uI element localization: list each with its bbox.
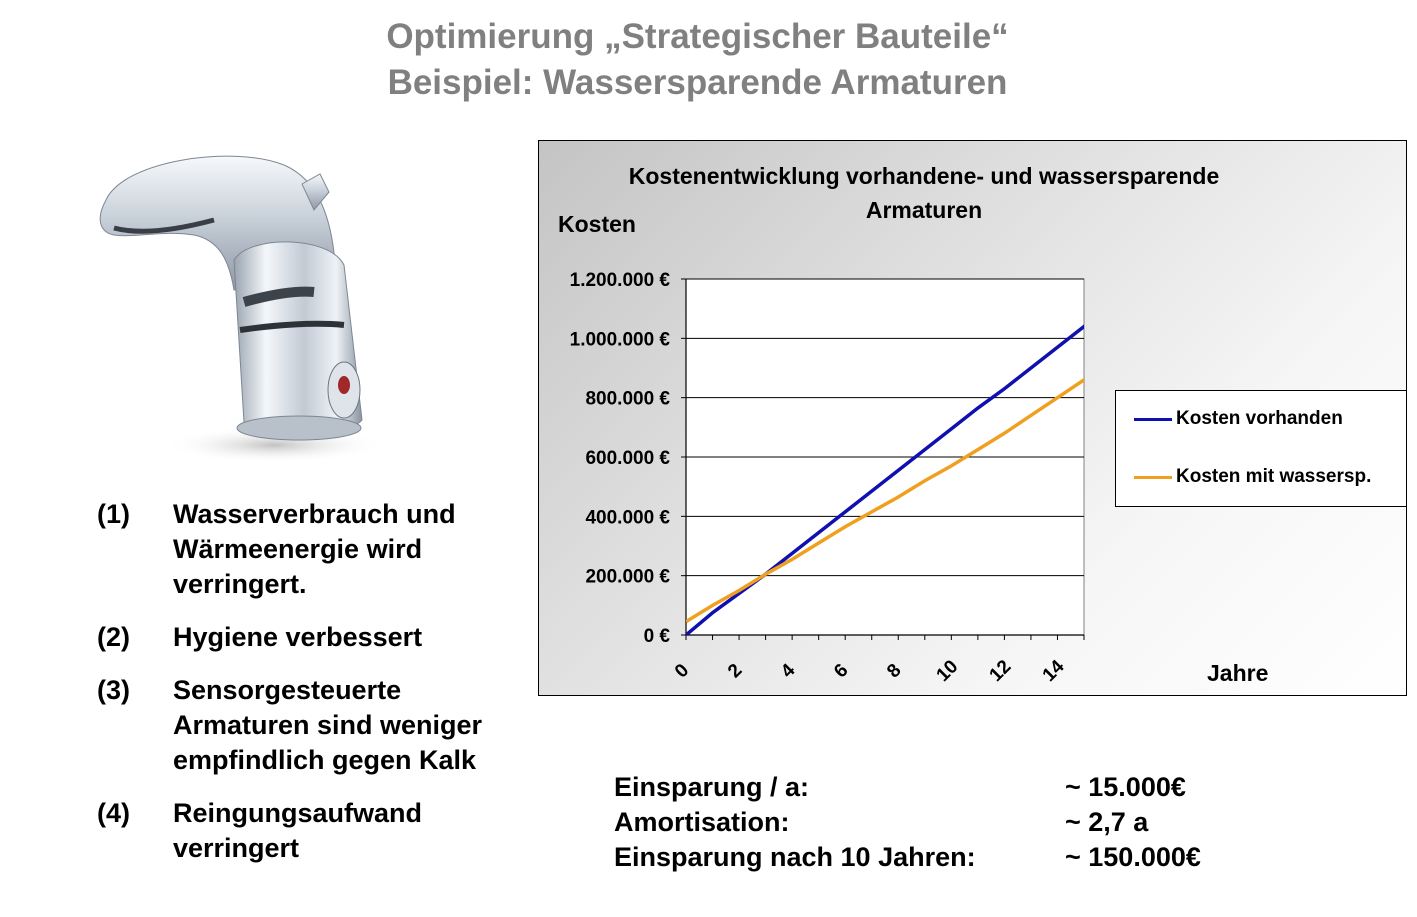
list-item-text: Wasserverbrauch und Wärmeenergie wird verringert. — [173, 499, 456, 599]
list-item-number: (3) — [97, 675, 130, 705]
chart-title: Kostenentwicklung vorhandene- und wassersparende Armaturen — [628, 163, 1220, 223]
summary-value: ~ 2,7 a — [1065, 807, 1149, 837]
list-item-number: (2) — [97, 622, 130, 652]
list-item — [97, 620, 517, 655]
legend-swatch — [1134, 418, 1172, 421]
summary-label: Einsparung / a: — [614, 772, 810, 802]
title-line-2: Beispiel: Wassersparende Armaturen — [387, 63, 1008, 102]
summary-row — [614, 805, 1234, 840]
chart-legend — [1115, 390, 1407, 507]
list-item — [97, 796, 517, 866]
x-tick-label: 6 — [830, 659, 853, 683]
summary-row — [614, 840, 1234, 875]
list-item — [97, 673, 517, 778]
x-tick-label: 10 — [932, 656, 963, 687]
summary-label: Amortisation: — [614, 807, 790, 837]
x-tick-label: 8 — [883, 659, 906, 683]
y-tick-label: 1.000.000 € — [569, 329, 670, 351]
benefits-list — [97, 497, 517, 884]
list-item — [97, 497, 517, 602]
list-item-number: (1) — [97, 499, 130, 529]
x-tick-label: 2 — [724, 659, 747, 683]
legend-label: Kosten mit wassersp. — [1176, 466, 1372, 487]
cost-chart — [538, 140, 1407, 696]
summary-label: Einsparung nach 10 Jahren: — [614, 842, 976, 872]
x-tick-label: 12 — [985, 656, 1016, 687]
y-tick-label: 400.000 € — [585, 507, 670, 529]
x-tick-label: 4 — [777, 659, 800, 683]
chart-y-axis-label: Kosten — [558, 211, 636, 237]
legend-label: Kosten vorhanden — [1176, 408, 1343, 429]
y-tick-label: 600.000 € — [585, 448, 670, 469]
x-tick-label: 0 — [670, 659, 694, 683]
list-item-text: Reingungsaufwand verringert — [173, 798, 422, 863]
summary-value: ~ 15.000€ — [1065, 772, 1186, 802]
faucet-image — [44, 140, 404, 470]
legend-item — [1134, 407, 1343, 431]
title-line-1: Optimierung „Strategischer Bauteile“ — [386, 17, 1009, 56]
list-item-number: (4) — [97, 798, 130, 828]
page-title — [0, 14, 1395, 106]
y-tick-label: 0 € — [643, 626, 670, 647]
list-item-text: Hygiene verbessert — [173, 622, 423, 652]
legend-item — [1134, 465, 1371, 489]
y-tick-label: 200.000 € — [585, 566, 670, 588]
list-item-text: Sensorgesteuerte Armaturen sind weniger empfindlich gegen Kalk — [173, 675, 483, 775]
y-tick-label: 1.200.000 € — [569, 270, 670, 291]
legend-swatch — [1134, 476, 1172, 479]
summary-value: ~ 150.000€ — [1065, 842, 1201, 872]
y-tick-label: 800.000 € — [585, 388, 670, 410]
summary-table — [614, 770, 1234, 875]
x-tick-label: 14 — [1038, 656, 1069, 687]
summary-row — [614, 770, 1234, 805]
chart-x-axis-label: Jahre — [1207, 660, 1269, 686]
